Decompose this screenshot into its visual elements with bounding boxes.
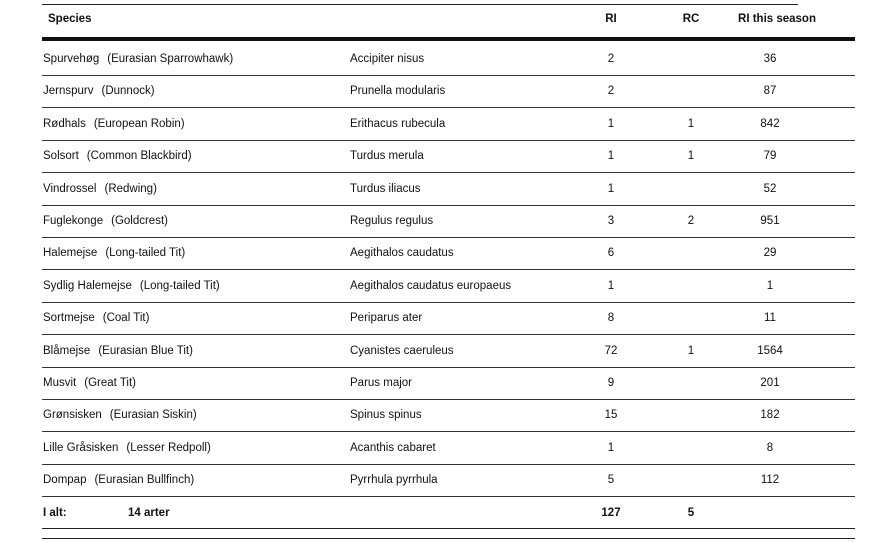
ri-season-count: 182 — [760, 409, 780, 422]
ri-season-count: 52 — [763, 182, 777, 195]
species-english-name: (Lesser Redpoll) — [126, 441, 211, 454]
species-common-name — [43, 344, 193, 358]
species-danish-name: Sortmejse — [43, 312, 95, 325]
ri-season-count: 112 — [760, 474, 780, 487]
header-species: Species — [48, 13, 92, 25]
species-common-name — [43, 182, 157, 196]
species-danish-name: Rødhals — [43, 117, 86, 130]
rc-count: 1 — [687, 117, 695, 130]
species-common-name — [43, 149, 192, 163]
species-latin-name: Parus major — [350, 377, 412, 389]
species-common-name — [43, 246, 185, 260]
species-danish-name: Grønsisken — [43, 409, 102, 422]
species-english-name: (Eurasian Blue Tit) — [98, 344, 193, 357]
row-divider — [42, 237, 855, 238]
species-english-name: (Long-tailed Tit) — [105, 247, 186, 260]
footer-rc-total: 5 — [687, 507, 695, 519]
row-divider — [42, 107, 855, 108]
species-latin-name: Spinus spinus — [350, 409, 422, 422]
ri-count: 8 — [607, 312, 615, 325]
species-latin-name: Acanthis cabaret — [350, 441, 436, 454]
ri-count: 1 — [607, 150, 615, 163]
species-english-name: (Long-tailed Tit) — [139, 279, 220, 292]
ri-season-count: 79 — [763, 150, 777, 163]
species-common-name — [43, 376, 136, 390]
row-divider — [42, 431, 855, 432]
ri-count: 2 — [607, 85, 615, 98]
ri-season-count: 842 — [760, 117, 780, 130]
rc-count: 1 — [687, 344, 695, 357]
species-latin-name: Prunella modularis — [350, 85, 446, 98]
row-divider — [42, 75, 855, 76]
species-danish-name: Dompap — [43, 474, 87, 487]
ri-season-count: 1 — [766, 279, 774, 292]
species-common-name — [43, 408, 197, 422]
species-english-name: (Eurasian Bullfinch) — [94, 474, 195, 487]
ri-season-count: 951 — [760, 215, 780, 227]
rc-count: 2 — [687, 215, 695, 227]
species-latin-name: Turdus merula — [350, 150, 424, 163]
species-danish-name: Spurvehøg — [43, 53, 100, 65]
species-latin-name: Periparus ater — [350, 312, 423, 325]
ri-count: 2 — [607, 53, 615, 65]
species-danish-name: Vindrossel — [43, 182, 97, 195]
ri-count: 1 — [607, 279, 615, 292]
footer-rule-1 — [42, 528, 855, 529]
row-divider — [42, 269, 855, 270]
species-danish-name: Solsort — [43, 150, 79, 163]
ri-count: 15 — [604, 409, 618, 422]
ri-count: 6 — [607, 247, 615, 260]
species-danish-name: Lille Gråsisken — [43, 441, 119, 454]
species-latin-name: Pyrrhula pyrrhula — [350, 474, 438, 487]
header-rc: RC — [682, 13, 700, 25]
ri-season-count: 201 — [760, 377, 780, 389]
header-ri: RI — [605, 13, 617, 25]
ri-season-count: 8 — [766, 441, 774, 454]
species-danish-name: Blåmejse — [43, 344, 91, 357]
row-divider — [42, 205, 855, 206]
species-common-name — [43, 214, 168, 228]
footer-rule-2 — [42, 538, 855, 539]
ri-season-count: 87 — [763, 85, 777, 98]
species-english-name: (Eurasian Sparrowhawk) — [107, 53, 234, 65]
row-divider — [42, 464, 855, 465]
species-danish-name: Sydlig Halemejse — [43, 279, 132, 292]
species-english-name: (Great Tit) — [84, 377, 136, 389]
species-danish-name: Jernspurv — [43, 85, 94, 98]
species-danish-name: Fuglekonge — [43, 215, 104, 227]
footer-species-count: 14 arter — [128, 507, 170, 519]
species-latin-name: Cyanistes caeruleus — [350, 344, 454, 357]
species-english-name: (Eurasian Siskin) — [109, 409, 197, 422]
ri-count: 9 — [607, 377, 615, 389]
species-english-name: (Goldcrest) — [111, 215, 168, 227]
species-common-name — [43, 117, 185, 131]
row-divider — [42, 140, 855, 141]
species-english-name: (Redwing) — [104, 182, 157, 195]
species-common-name — [43, 84, 155, 98]
rc-count: 1 — [687, 150, 695, 163]
species-latin-name: Aegithalos caudatus — [350, 247, 454, 260]
ri-count: 72 — [604, 344, 618, 357]
species-common-name — [43, 473, 194, 487]
row-divider — [42, 496, 855, 497]
species-english-name: (Dunnock) — [101, 85, 155, 98]
ri-count: 1 — [607, 182, 615, 195]
table-top-rule — [42, 4, 798, 5]
species-latin-name: Aegithalos caudatus europaeus — [350, 279, 512, 292]
species-common-name — [43, 52, 233, 66]
row-divider — [42, 302, 855, 303]
species-latin-name: Turdus iliacus — [350, 182, 421, 195]
species-english-name: (Coal Tit) — [102, 312, 150, 325]
row-divider — [42, 399, 855, 400]
species-english-name: (European Robin) — [93, 117, 185, 130]
species-latin-name: Accipiter nisus — [350, 53, 425, 65]
species-latin-name: Erithacus rubecula — [350, 117, 446, 130]
header-ri-this-season: RI this season — [738, 13, 816, 25]
ri-season-count: 1564 — [757, 344, 783, 357]
footer-total-label: I alt: — [43, 507, 67, 519]
species-common-name — [43, 441, 211, 455]
ri-season-count: 36 — [763, 53, 777, 65]
species-danish-name: Halemejse — [43, 247, 98, 260]
species-danish-name: Musvit — [43, 377, 77, 389]
species-latin-name: Regulus regulus — [350, 215, 434, 227]
species-common-name — [43, 279, 220, 293]
row-divider — [42, 334, 855, 335]
row-divider — [42, 367, 855, 368]
ri-count: 1 — [607, 117, 615, 130]
species-english-name: (Common Blackbird) — [86, 150, 192, 163]
ri-count: 5 — [607, 474, 615, 487]
footer-ri-total: 127 — [601, 507, 621, 519]
row-divider — [42, 172, 855, 173]
ri-count: 1 — [607, 441, 615, 454]
header-rule — [42, 37, 855, 41]
ri-season-count: 29 — [763, 247, 777, 260]
ri-count: 3 — [607, 215, 615, 227]
ri-season-count: 11 — [764, 312, 776, 325]
species-common-name — [43, 311, 149, 325]
